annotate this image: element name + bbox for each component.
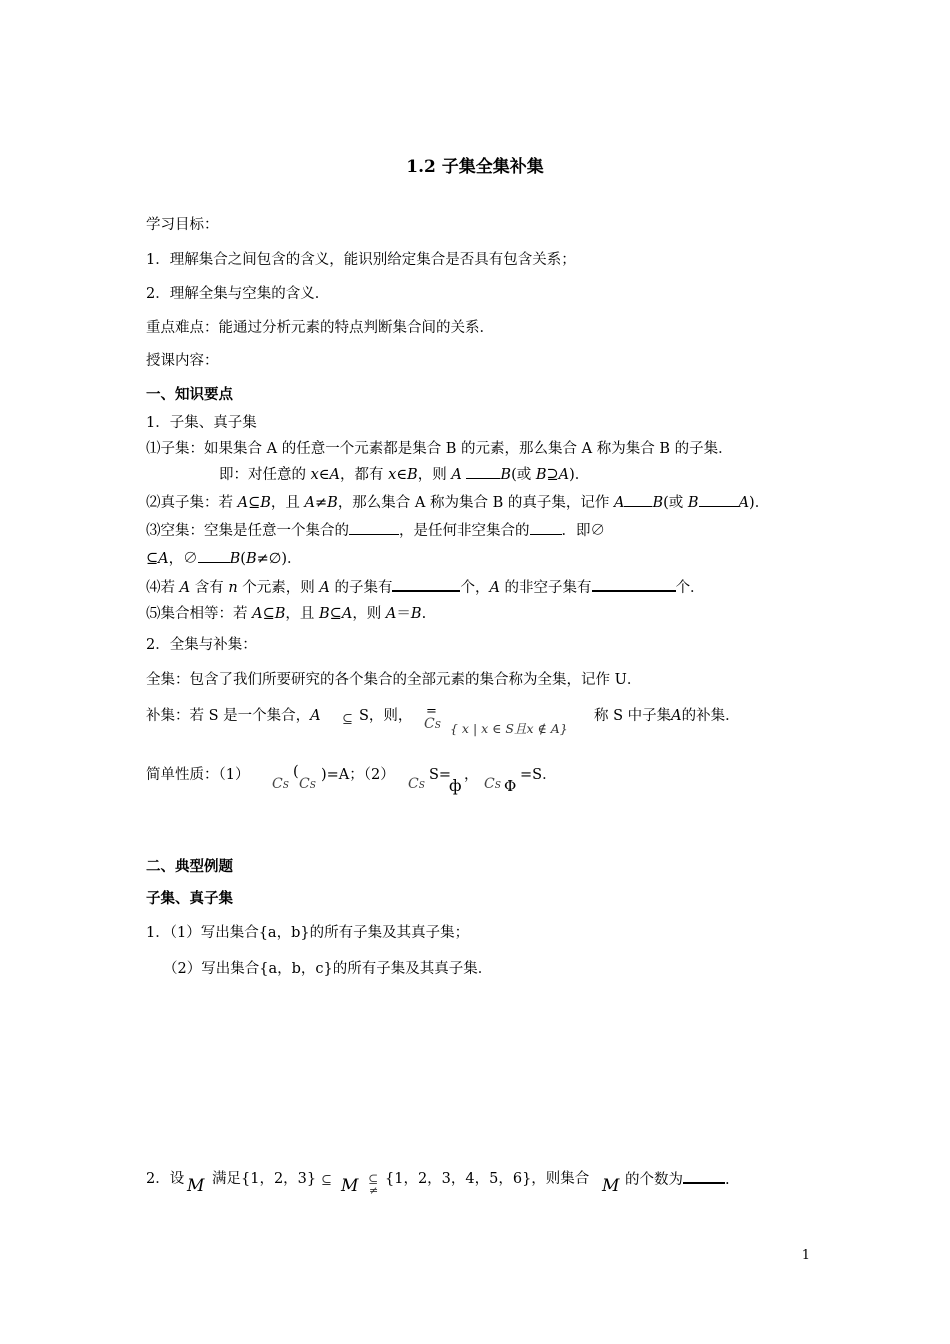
- prop2-phi: ф: [449, 776, 462, 795]
- k1-subset-formal: 即：对任意的 x∈A，都有 x∈B，则 A B(或 B⊇A)．: [219, 467, 590, 483]
- blank: [624, 493, 652, 507]
- example-2-M3: M: [602, 1176, 620, 1196]
- prop3-C: CS: [484, 776, 501, 792]
- example-1b: （2）写出集合{a，b，c}的所有子集及其真子集．: [163, 961, 493, 977]
- k1-set-equality: ⑸集合相等：若 A⊆B，且 B⊆A，则 A＝B.: [146, 606, 427, 622]
- complement-eq: =: [426, 704, 437, 719]
- k1-title: 1．子集、真子集: [146, 415, 257, 431]
- objectives-label: 学习目标：: [146, 217, 219, 233]
- example-2-psub: ⊆: [368, 1172, 379, 1186]
- complement-C: CS: [424, 716, 441, 732]
- page-title: 1.2 子集全集补集: [406, 157, 544, 177]
- content-label: 授课内容：: [146, 353, 219, 369]
- example-2-end: 的个数为 .: [625, 1169, 730, 1190]
- k1-proper-subset: ⑵真子集：若 A⊆B，且 A≠B，那么集合 A 称为集合 B 的真子集，记作 A B(或 B A)．: [146, 495, 770, 511]
- example-2-M: M: [187, 1176, 205, 1196]
- subsection-title: 子集、真子集: [146, 890, 233, 907]
- section-knowledge: 一、知识要点: [146, 386, 233, 403]
- blank: [466, 465, 500, 479]
- k1-subset-count: ⑷若 A 含有 n 个元素，则 A 的子集有 个，A 的非空子集有 个．: [146, 577, 705, 598]
- properties-label: 简单性质：（1）: [146, 767, 250, 783]
- blank: [349, 521, 399, 535]
- blank: [683, 1169, 725, 1184]
- example-2-subseteq: ⊆: [321, 1173, 332, 1188]
- k2-title: 2．全集与补集：: [146, 637, 257, 653]
- blank: [198, 549, 230, 563]
- k1-empty-set: ⑶空集：空集是任意一个集合的 ，是任何非空集合的 ．即∅: [146, 523, 605, 539]
- blank: [592, 577, 676, 592]
- prop1-C-outer: CS: [272, 776, 289, 792]
- prop3-Phi: Φ: [504, 777, 517, 795]
- example-2-pre: 2．设: [146, 1171, 185, 1187]
- prop-comma: ，: [464, 767, 479, 783]
- prop1-rest: )=A；（2）: [321, 767, 395, 783]
- k1-empty-set-cont: ⊆A，∅ B(B≠∅)．: [146, 551, 302, 567]
- blank: [699, 493, 739, 507]
- blank: [392, 577, 460, 592]
- section-examples: 二、典型例题: [146, 858, 233, 875]
- universal-set-def: 全集：包含了我们所要研究的各个集合的全部元素的集合称为全集，记作 U．: [146, 672, 642, 688]
- page-number: 1: [801, 1248, 810, 1263]
- prop1-paren: (: [293, 764, 299, 780]
- complement-S: S，则，: [359, 708, 413, 724]
- subseteq-symbol: ⊆: [342, 712, 353, 727]
- complement-set-builder: { x | x ∈ S且x ∉ A}: [450, 721, 568, 736]
- prop2-C: CS: [408, 776, 425, 792]
- prop1-C-inner: CS: [299, 776, 316, 792]
- key-points: 重点难点：能通过分析元素的特点判断集合间的关系．: [146, 320, 494, 336]
- example-2-M2: M: [341, 1176, 359, 1196]
- objective-2: 2．理解全集与空集的含义．: [146, 286, 330, 302]
- complement-def-pre: 补集：若 S 是一个集合，A: [146, 708, 321, 724]
- prop2-S: S=: [429, 767, 452, 783]
- objective-1: 1．理解集合之间包含的含义，能识别给定集合是否具有包含关系；: [146, 252, 576, 268]
- prop3-end: =S．: [520, 767, 557, 783]
- k1-subset-def: ⑴子集：如果集合 A 的任意一个元素都是集合 B 的元素，那么集合 A 称为集合 B 的子集．: [146, 441, 733, 457]
- example-1a: 1．（1）写出集合{a，b}的所有子集及其真子集；: [146, 925, 470, 941]
- complement-post: 称 S 中子集A的补集．: [594, 708, 740, 724]
- blank: [530, 521, 562, 535]
- example-2-set: {1，2，3，4，5，6}，则集合: [385, 1171, 590, 1187]
- example-2-mid: 满足{1，2，3}: [212, 1171, 317, 1187]
- example-2-ne: ≠: [369, 1184, 379, 1197]
